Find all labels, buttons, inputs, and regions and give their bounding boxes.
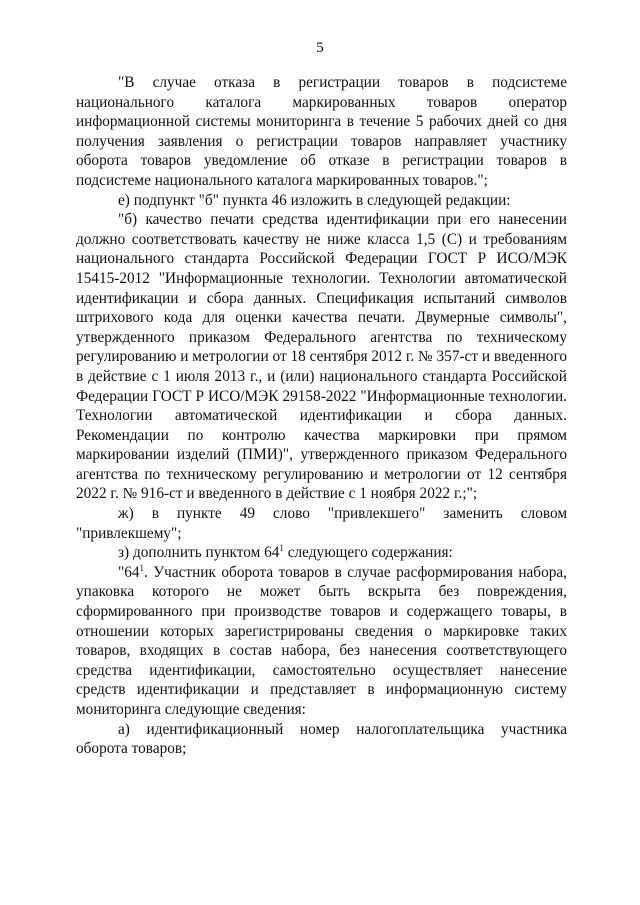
paragraph-subitem-zh: ж) в пункте 49 слово "привлекшего" заменить словом "привлекшему";	[76, 505, 567, 542]
superscript: 1	[139, 562, 145, 573]
paragraph-text-part: . Участник оборота товаров в случае расформирования набора, упаковка которого не может быть вскрыта без повреждения, сформированного при производстве товаров и содержащего товары, в отношении которых зарегистрированы сведения о маркировке таких товаров, входящих в состав набора, без нанесения соответствующего средства идентификации, самостоятельно осуществляет нанесение средств идентификации и представляет в информационную систему мониторинга следующие сведения:	[76, 563, 567, 718]
paragraph-text-part: з) дополнить пунктом 64	[118, 544, 280, 562]
paragraph-subitem-z	[76, 543, 567, 563]
paragraph-registration-refusal: "В случае отказа в регистрации товаров в подсистеме национального каталога маркированных товаров оператор информационной системы мониторинга в течение 5 рабочих дней со дня получения заявления о регистрации товаров направляет участнику оборота товаров уведомление об отказе в регистрации товаров в подсистеме национального каталога маркированных товаров.";	[76, 74, 567, 189]
paragraph-text-part: "64	[118, 563, 140, 581]
paragraph-subitem-a: а) идентификационный номер налогоплательщика участника оборота товаров;	[76, 720, 567, 758]
document-body	[76, 73, 567, 759]
page-number: 5	[316, 40, 324, 56]
paragraph-subitem-e: е) подпункт "б" пункта 46 изложить в следующей редакции:	[118, 191, 511, 209]
superscript: 1	[279, 543, 284, 554]
paragraph-print-quality: "б) качество печати средства идентификации при его нанесении должно соответствовать качеству не ниже класса 1,5 (С) и требованиям национального стандарта Российской Федерации ГОСТ Р ИСО/МЭК 15415-2012 "Информационные технологии. Технологии автоматической идентификации и сбора данных. Спецификация испытаний символов штрихового кода для оценки качества печати. Двумерные символы", утвержденного приказом Федерального агентства по техническому регулированию и метрологии от 18 сентября 2012 г. № 357-ст и введенного в действие с 1 июля 2013 г., и (или) национального стандарта Российской Федерации ГОСТ Р ИСО/МЭК 29158-2022 "Информационные технологии. Технологии автоматической идентификации и сбора данных. Рекомендации по контролю качества маркировки при прямом маркировании изделий (ПМИ)", утвержденного приказом Федерального агентства по техническому регулированию и метрологии от 12 сентября 2022 г. № 916-ст и введенного в действие с 1 ноября 2022 г.;";	[76, 211, 567, 503]
paragraph-text-part: следующего содержания:	[283, 544, 453, 562]
paragraph-item-64-1	[76, 563, 567, 720]
